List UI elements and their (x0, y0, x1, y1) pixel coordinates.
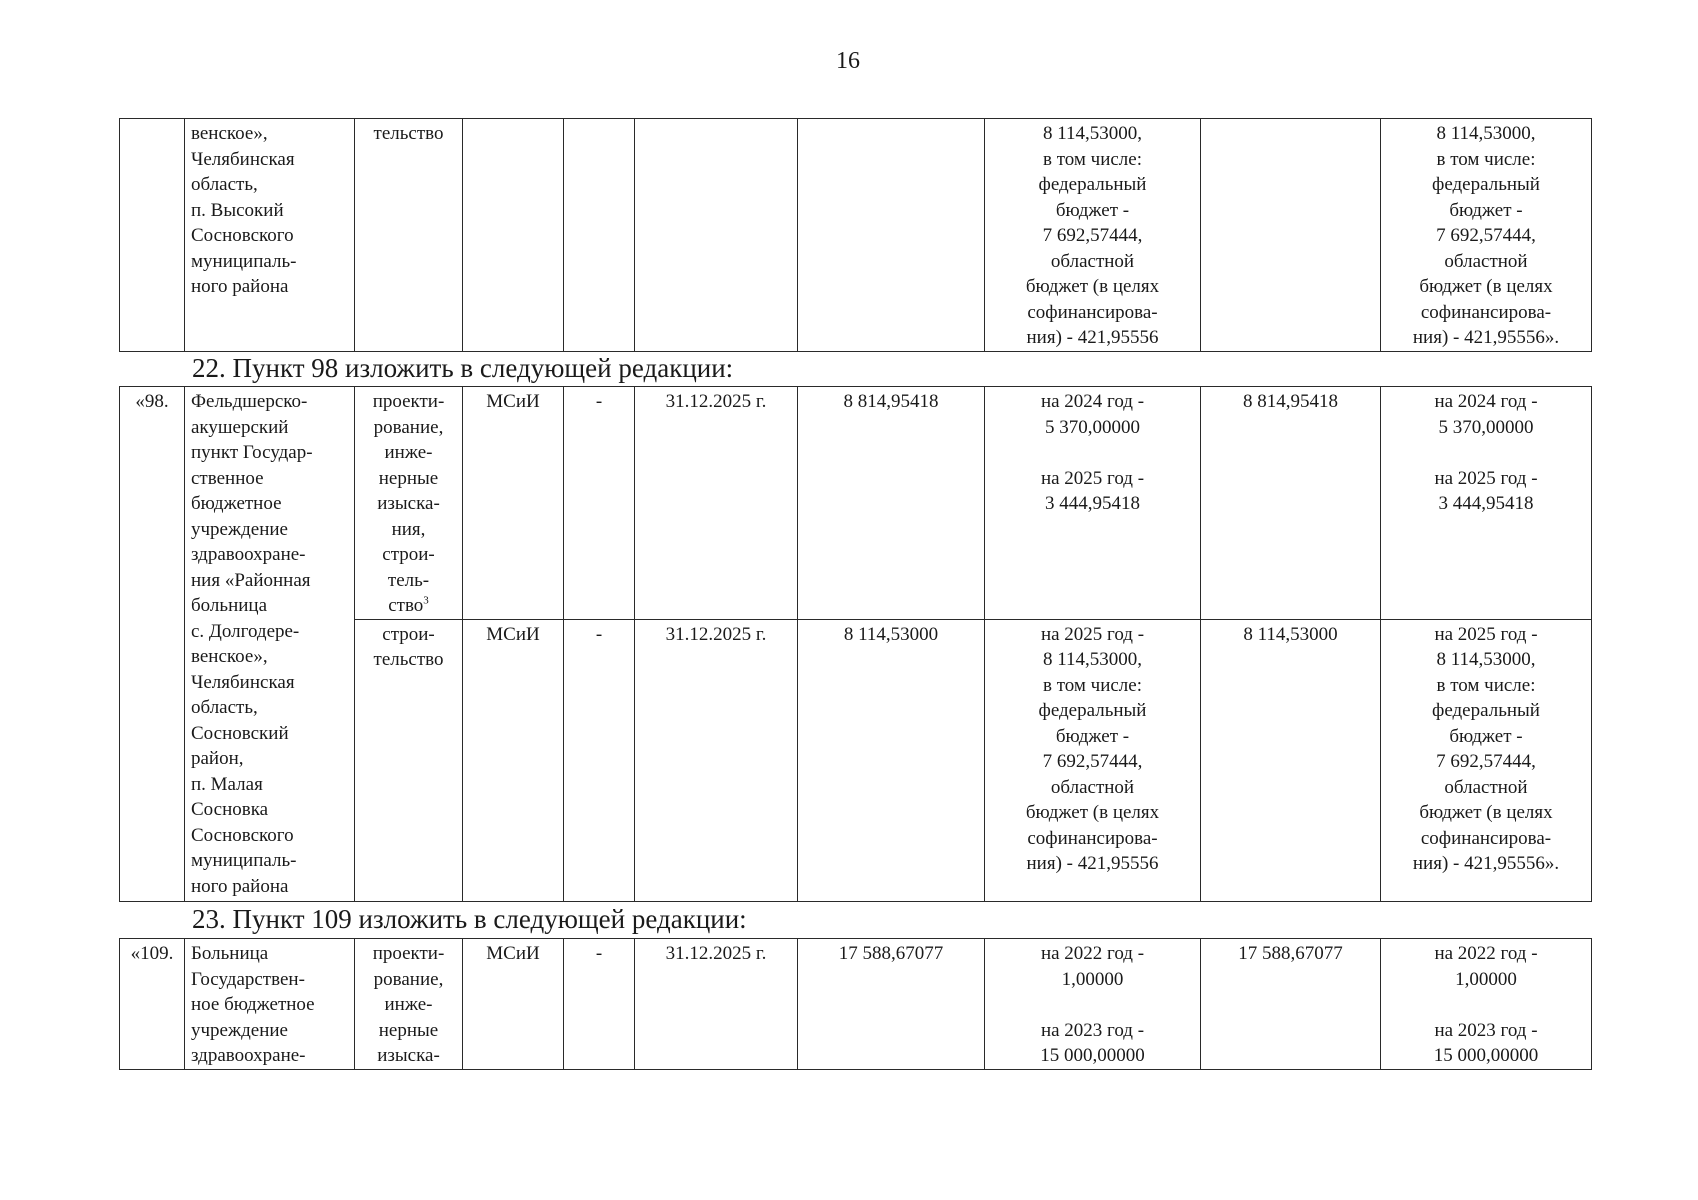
footnote-mark: 3 (423, 594, 429, 607)
cell-end: 31.12.2025 г. (635, 619, 798, 902)
cell-years: 8 114,53000, в том числе: федеральный бюджет - 7 692,57444, областной бюджет (в целях софинансирова- ния) - 421,95556 (985, 119, 1201, 352)
cell-total: 17 588,67077 (1201, 939, 1381, 1070)
cell-num: «109. (120, 939, 185, 1070)
cell-years-funded: на 2025 год - 8 114,53000, в том числе: федеральный бюджет - 7 692,57444, областной бюджет (в целях софинансирова- ния) - 421,95556». (1381, 619, 1592, 902)
table-row (120, 387, 1592, 620)
cell-object: венское», Челябинская область, п. Высокий Сосновского муниципаль- ного района (185, 119, 355, 352)
cell-years-funded: на 2024 год - 5 370,00000 на 2025 год - 3 444,95418 (1381, 387, 1592, 620)
cell-work-type: проекти- рование, инже- нерные изыска- (355, 939, 463, 1070)
table-continuation (119, 118, 1592, 352)
cell-object: Фельдшерско- акушерский пункт Государ- ственное бюджетное учреждение здравоохране- ния «Районная больница с. Долгодере- венское», Челябинская область, Сосновский район, п. Малая Сосновка Сосновского муниципаль- ного района (185, 387, 355, 902)
cell-years: на 2025 год - 8 114,53000, в том числе: федеральный бюджет - 7 692,57444, областной бюджет (в целях софинансирова- ния) - 421,95556 (985, 619, 1201, 902)
cell-num (120, 119, 185, 352)
cell-work-type: проекти- рование, инже- нерные изыска- ния, строи- тель- ство$^3$ (355, 387, 463, 620)
cell-work-type: тельство (355, 119, 463, 352)
cell-start (564, 119, 635, 352)
cell-customer (463, 119, 564, 352)
table-item-98 (119, 386, 1592, 902)
cell-years: на 2022 год - 1,00000 на 2023 год - 15 000,00000 (985, 939, 1201, 1070)
cell-object: Больница Государствен- ное бюджетное учреждение здравоохране- (185, 939, 355, 1070)
cell-end (635, 119, 798, 352)
cell-start: - (564, 939, 635, 1070)
cell-customer: МСиИ (463, 939, 564, 1070)
cell-years-funded: 8 114,53000, в том числе: федеральный бюджет - 7 692,57444, областной бюджет (в целях софинансирова- ния) - 421,95556». (1381, 119, 1592, 352)
table-row (120, 119, 1592, 352)
cell-work-type: строи- тельство (355, 619, 463, 902)
cell-start: - (564, 619, 635, 902)
cell-num: «98. (120, 387, 185, 902)
heading-item-23: 23. Пункт 109 изложить в следующей редакции: (192, 904, 747, 934)
cell-total: 8 814,95418 (1201, 387, 1381, 620)
cell-cost: 17 588,67077 (798, 939, 985, 1070)
cell-cost: 8 114,53000 (798, 619, 985, 902)
cell-start: - (564, 387, 635, 620)
cell-cost (798, 119, 985, 352)
cell-end: 31.12.2025 г. (635, 939, 798, 1070)
cell-customer: МСиИ (463, 387, 564, 620)
cell-customer: МСиИ (463, 619, 564, 902)
cell-total (1201, 119, 1381, 352)
table-row (120, 939, 1592, 1070)
cell-cost: 8 814,95418 (798, 387, 985, 620)
table-item-109 (119, 938, 1592, 1070)
heading-item-22: 22. Пункт 98 изложить в следующей редакции: (192, 353, 734, 383)
cell-years: на 2024 год - 5 370,00000 на 2025 год - 3 444,95418 (985, 387, 1201, 620)
cell-years-funded: на 2022 год - 1,00000 на 2023 год - 15 000,00000 (1381, 939, 1592, 1070)
cell-end: 31.12.2025 г. (635, 387, 798, 620)
cell-total: 8 114,53000 (1201, 619, 1381, 902)
page-number: 16 (836, 48, 860, 74)
